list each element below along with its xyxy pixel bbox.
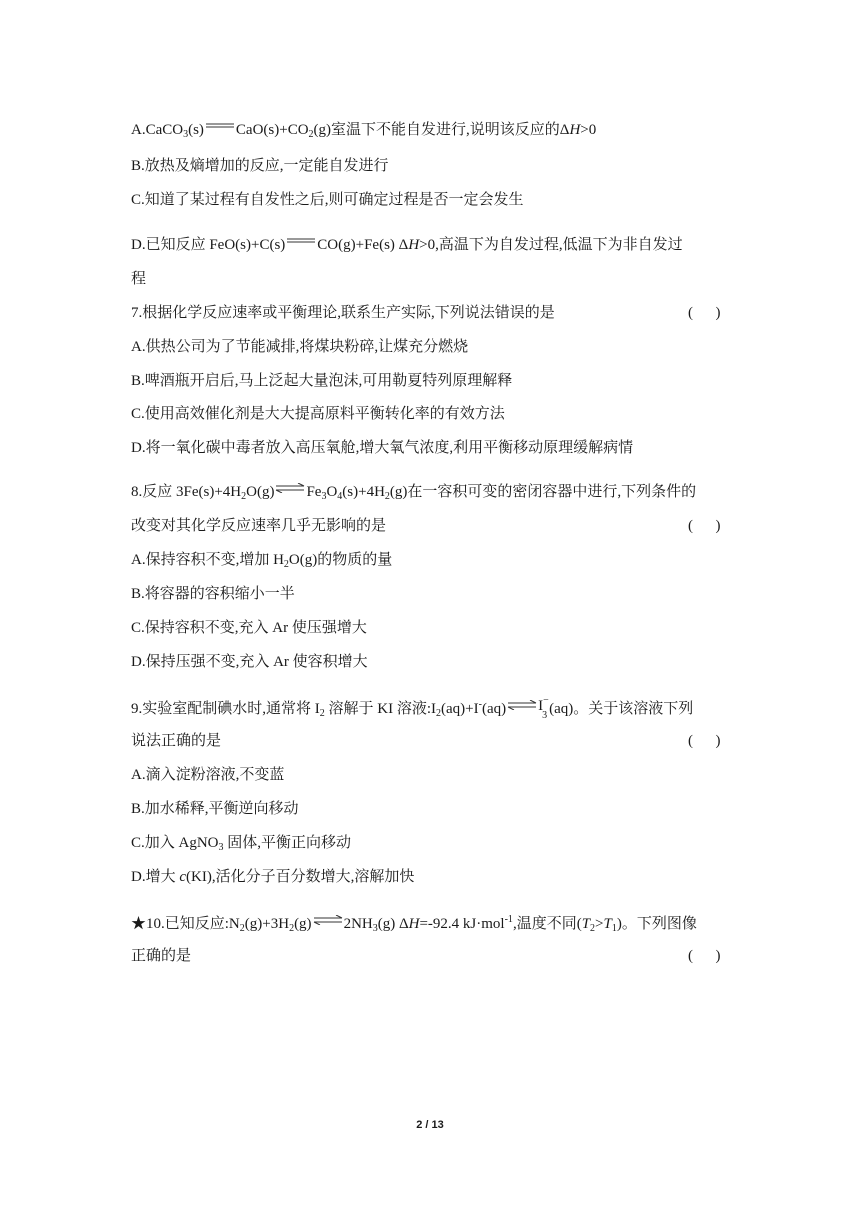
reaction-equals-arrow-icon [205,121,235,131]
page-number: 2 / 13 [416,1119,444,1131]
q9-option-a: A.滴入淀粉溶液,不变蓝 [131,767,285,783]
q7-option-c: C.使用高效催化剂是大大提高原料平衡转化率的有效方法 [131,406,505,422]
q7-option-b: B.啤酒瓶开启后,马上泛起大量泡沫,可用勒夏特列原理解释 [131,373,513,389]
q8-option-c: C.保持容积不变,充入 Ar 使压强增大 [131,620,367,636]
reaction-equals-arrow-icon [286,236,316,246]
q9-stem-line2: 说法正确的是 [131,733,222,749]
q8-option-d: D.保持压强不变,充入 Ar 使容积增大 [131,654,368,670]
equilibrium-arrow-icon [313,915,343,925]
equilibrium-arrow-icon [507,700,537,710]
q8-stem-line2: 改变对其化学反应速率几乎无影响的是 [131,518,387,534]
q6-option-a: A.CaCO$_3$(s) $CaO(s)+CO_2(g)$室温下不能自发进行,说明该反应的ΔH>0 [131,122,597,140]
equilibrium-arrow-icon [275,483,305,493]
q10-stem-line1: ★10.已知反应$:N_2(g)+3H_2(g)$ $2NH_3(g)$ ΔH=-92.4 kJ·mol$^{-1}$,温度不同$(T_2>T_1)$。下列图像 [131,914,697,934]
q6-option-b: B.放热及熵增加的反应,一定能自发进行 [131,158,389,174]
q8-option-b: B.将容器的容积缩小一半 [131,586,295,602]
q9-answer-paren: ( ) [688,733,721,749]
q7-stem: 7.根据化学反应速率或平衡理论,联系生产实际,下列说法错误的是 [131,305,555,321]
q8-answer-paren: ( ) [688,518,721,534]
q7-option-a: A.供热公司为了节能减排,将煤块粉碎,让煤充分燃烧 [131,339,469,355]
q10-stem-line2: 正确的是 [131,948,192,964]
q10-answer-paren: ( ) [688,948,721,964]
q8-stem-line1: 8.反应 $3Fe(s)+4H_2O(g)$ $Fe_3O_4(s)+4H_2(g)$在一容积可变的密闭容器中进行,下列条件的 [131,484,697,502]
q9-option-d: D.增大 c(KI),活化分子百分数增大,溶解加快 [131,869,415,885]
q9-option-c: C.加入 AgNO$_3$ 固体,平衡正向移动 [131,835,352,853]
q7-option-d: D.将一氧化碳中毒者放入高压氧舱,增大氧气浓度,利用平衡移动原理缓解病情 [131,440,634,456]
q9-option-b: B.加水稀释,平衡逆向移动 [131,801,299,817]
q6-option-c: C.知道了某过程有自发性之后,则可确定过程是否一定会发生 [131,192,524,208]
q6-option-d: D.已知反应 FeO(s)+C(s) CO(g)+Fe(s) ΔH>0,高温下为自发过程,低温下为非自发过 [131,237,683,253]
q6-option-d-continued: 程 [131,271,147,287]
q7-answer-paren: ( ) [688,305,721,321]
q9-stem-line1: 9.实验室配制碘水时,通常将 $I_2$ 溶解于 KI 溶液$:I_2(aq)+I^-(aq)$ I − 3 (aq)。关于该溶液下列 [131,695,694,721]
triiodide-ion: I − 3 [538,695,549,721]
q8-option-a: A.保持容积不变,增加 $H_2O(g)$的物质的量 [131,552,393,570]
